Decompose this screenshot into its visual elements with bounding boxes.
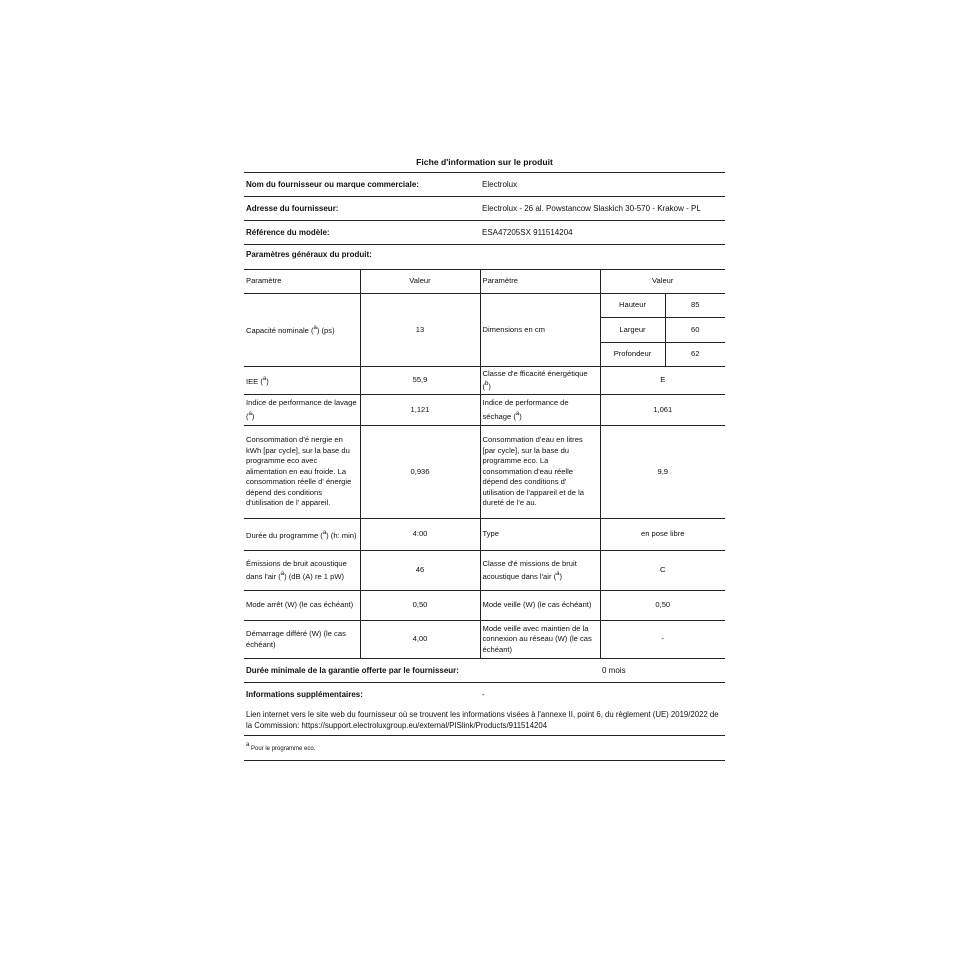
warranty-value: 0 mois — [602, 666, 626, 675]
table-row — [244, 367, 725, 395]
table-row — [244, 519, 725, 551]
additional-info-row — [244, 683, 725, 706]
model-value: ESA47205SX 911514204 — [482, 228, 573, 237]
supplier-row — [244, 173, 725, 197]
energy-consumption-value: 0,936 — [360, 426, 480, 519]
off-mode-value: 0,50 — [360, 591, 480, 621]
product-information-sheet — [244, 153, 725, 761]
duration-label: Durée du programme ($^a$) (h: min) — [244, 519, 360, 551]
table-row — [244, 395, 725, 426]
supplier-link-text: Lien internet vers le site web du fournisseur où se trouvent les informations visées à l'annexe II, point 6, du règlement (UE) 2019/2022 de la Commission: https://support.electroluxgroup.eu/external/PISlink/Products/911514204 — [244, 706, 725, 736]
iee-label: IEE ($^a$) — [244, 367, 360, 395]
dimensions-label: Dimensions en cm — [480, 294, 600, 367]
header-valeur-2: Valeur — [600, 270, 725, 294]
dimensions-cell — [600, 294, 725, 367]
delay-start-value: 4,00 — [360, 621, 480, 659]
dry-index-value: 1,061 — [600, 395, 725, 426]
footnote: a Pour le programme eco. — [244, 736, 725, 761]
table-row — [244, 294, 725, 367]
table-row — [244, 426, 725, 519]
wash-index-value: 1,121 — [360, 395, 480, 426]
header-parametre: Paramètre — [244, 270, 360, 294]
energy-consumption-label: Consommation d'é nergie en kWh [par cycle], sur la base du programme eco avec alimentation en eau froide. La consommation réelle d' énergie dépend des conditions d'utilisation de l' appareil. — [244, 426, 360, 519]
delay-start-label: Démarrage différé (W) (le cas échéant) — [244, 621, 360, 659]
dim-width-label: Largeur — [601, 318, 666, 343]
standby-label: Mode veille (W) (le cas échéant) — [480, 591, 600, 621]
noise-emission-label: Émissions de bruit acoustique dans l'air ($^a$) (dB (A) re 1 pW) — [244, 551, 360, 591]
dry-index-label: Indice de performance de séchage ($^a$) — [480, 395, 600, 426]
noise-class-value: C — [600, 551, 725, 591]
capacity-label: Capacité nominale ($^a$) (ps) — [244, 294, 360, 367]
address-row — [244, 197, 725, 221]
header-valeur: Valeur — [360, 270, 480, 294]
additional-info-label: Informations supplémentaires: — [246, 690, 363, 699]
wash-index-label: Indice de performance de lavage ($^a$) — [244, 395, 360, 426]
address-value: Electrolux - 26 al. Powstancow Slaskich 30-570 - Krakow - PL — [482, 204, 701, 213]
table-row — [244, 621, 725, 659]
additional-info-value: - — [482, 690, 485, 699]
warranty-label: Durée minimale de la garantie offerte par le fournisseur: — [246, 666, 459, 675]
dim-width-value: 60 — [665, 318, 725, 343]
iee-value: 55,9 — [360, 367, 480, 395]
standby-value: 0,50 — [600, 591, 725, 621]
type-value: en pose libre — [600, 519, 725, 551]
dim-depth-value: 62 — [691, 349, 700, 359]
header-parametre-2: Paramètre — [480, 270, 600, 294]
duration-value: 4:00 — [360, 519, 480, 551]
efficiency-class-label: Classe d'e fficacité énergétique ($^b$) — [480, 367, 600, 395]
capacity-value: 13 — [360, 294, 480, 367]
noise-emission-value: 46 — [360, 551, 480, 591]
supplier-label: Nom du fournisseur ou marque commerciale: — [246, 180, 419, 189]
model-row — [244, 221, 725, 245]
water-consumption-label: Consommation d'eau en litres [par cycle], sur la base du programme eco. La consommation d'eau réelle dépend des conditions d' utilisation de l'appareil et de la dureté de l'e au. — [480, 426, 600, 519]
parameters-table — [244, 269, 725, 659]
general-params-heading: Paramètres généraux du produit: — [246, 250, 372, 259]
table-header-row — [244, 270, 725, 294]
warranty-row — [244, 659, 725, 683]
networked-standby-value: - — [600, 621, 725, 659]
supplier-value: Electrolux — [482, 180, 518, 189]
efficiency-class-value: E — [600, 367, 725, 395]
table-row — [244, 551, 725, 591]
table-row — [244, 591, 725, 621]
dim-height-value: 85 — [665, 294, 725, 318]
sheet-title: Fiche d'information sur le produit — [244, 153, 725, 173]
dim-depth-label: Profondeur — [601, 342, 666, 366]
model-label: Référence du modèle: — [246, 228, 330, 237]
dim-height-label: Hauteur — [601, 294, 666, 318]
off-mode-label: Mode arrêt (W) (le cas échéant) — [244, 591, 360, 621]
networked-standby-label: Mode veille avec maintien de la connexion au réseau (W) (le cas échéant) — [480, 621, 600, 659]
address-label: Adresse du fournisseur: — [246, 204, 339, 213]
noise-class-label: Classe d'é missions de bruit acoustique dans l'air ($^a$) — [480, 551, 600, 591]
type-label: Type — [480, 519, 600, 551]
water-consumption-value: 9,9 — [600, 426, 725, 519]
